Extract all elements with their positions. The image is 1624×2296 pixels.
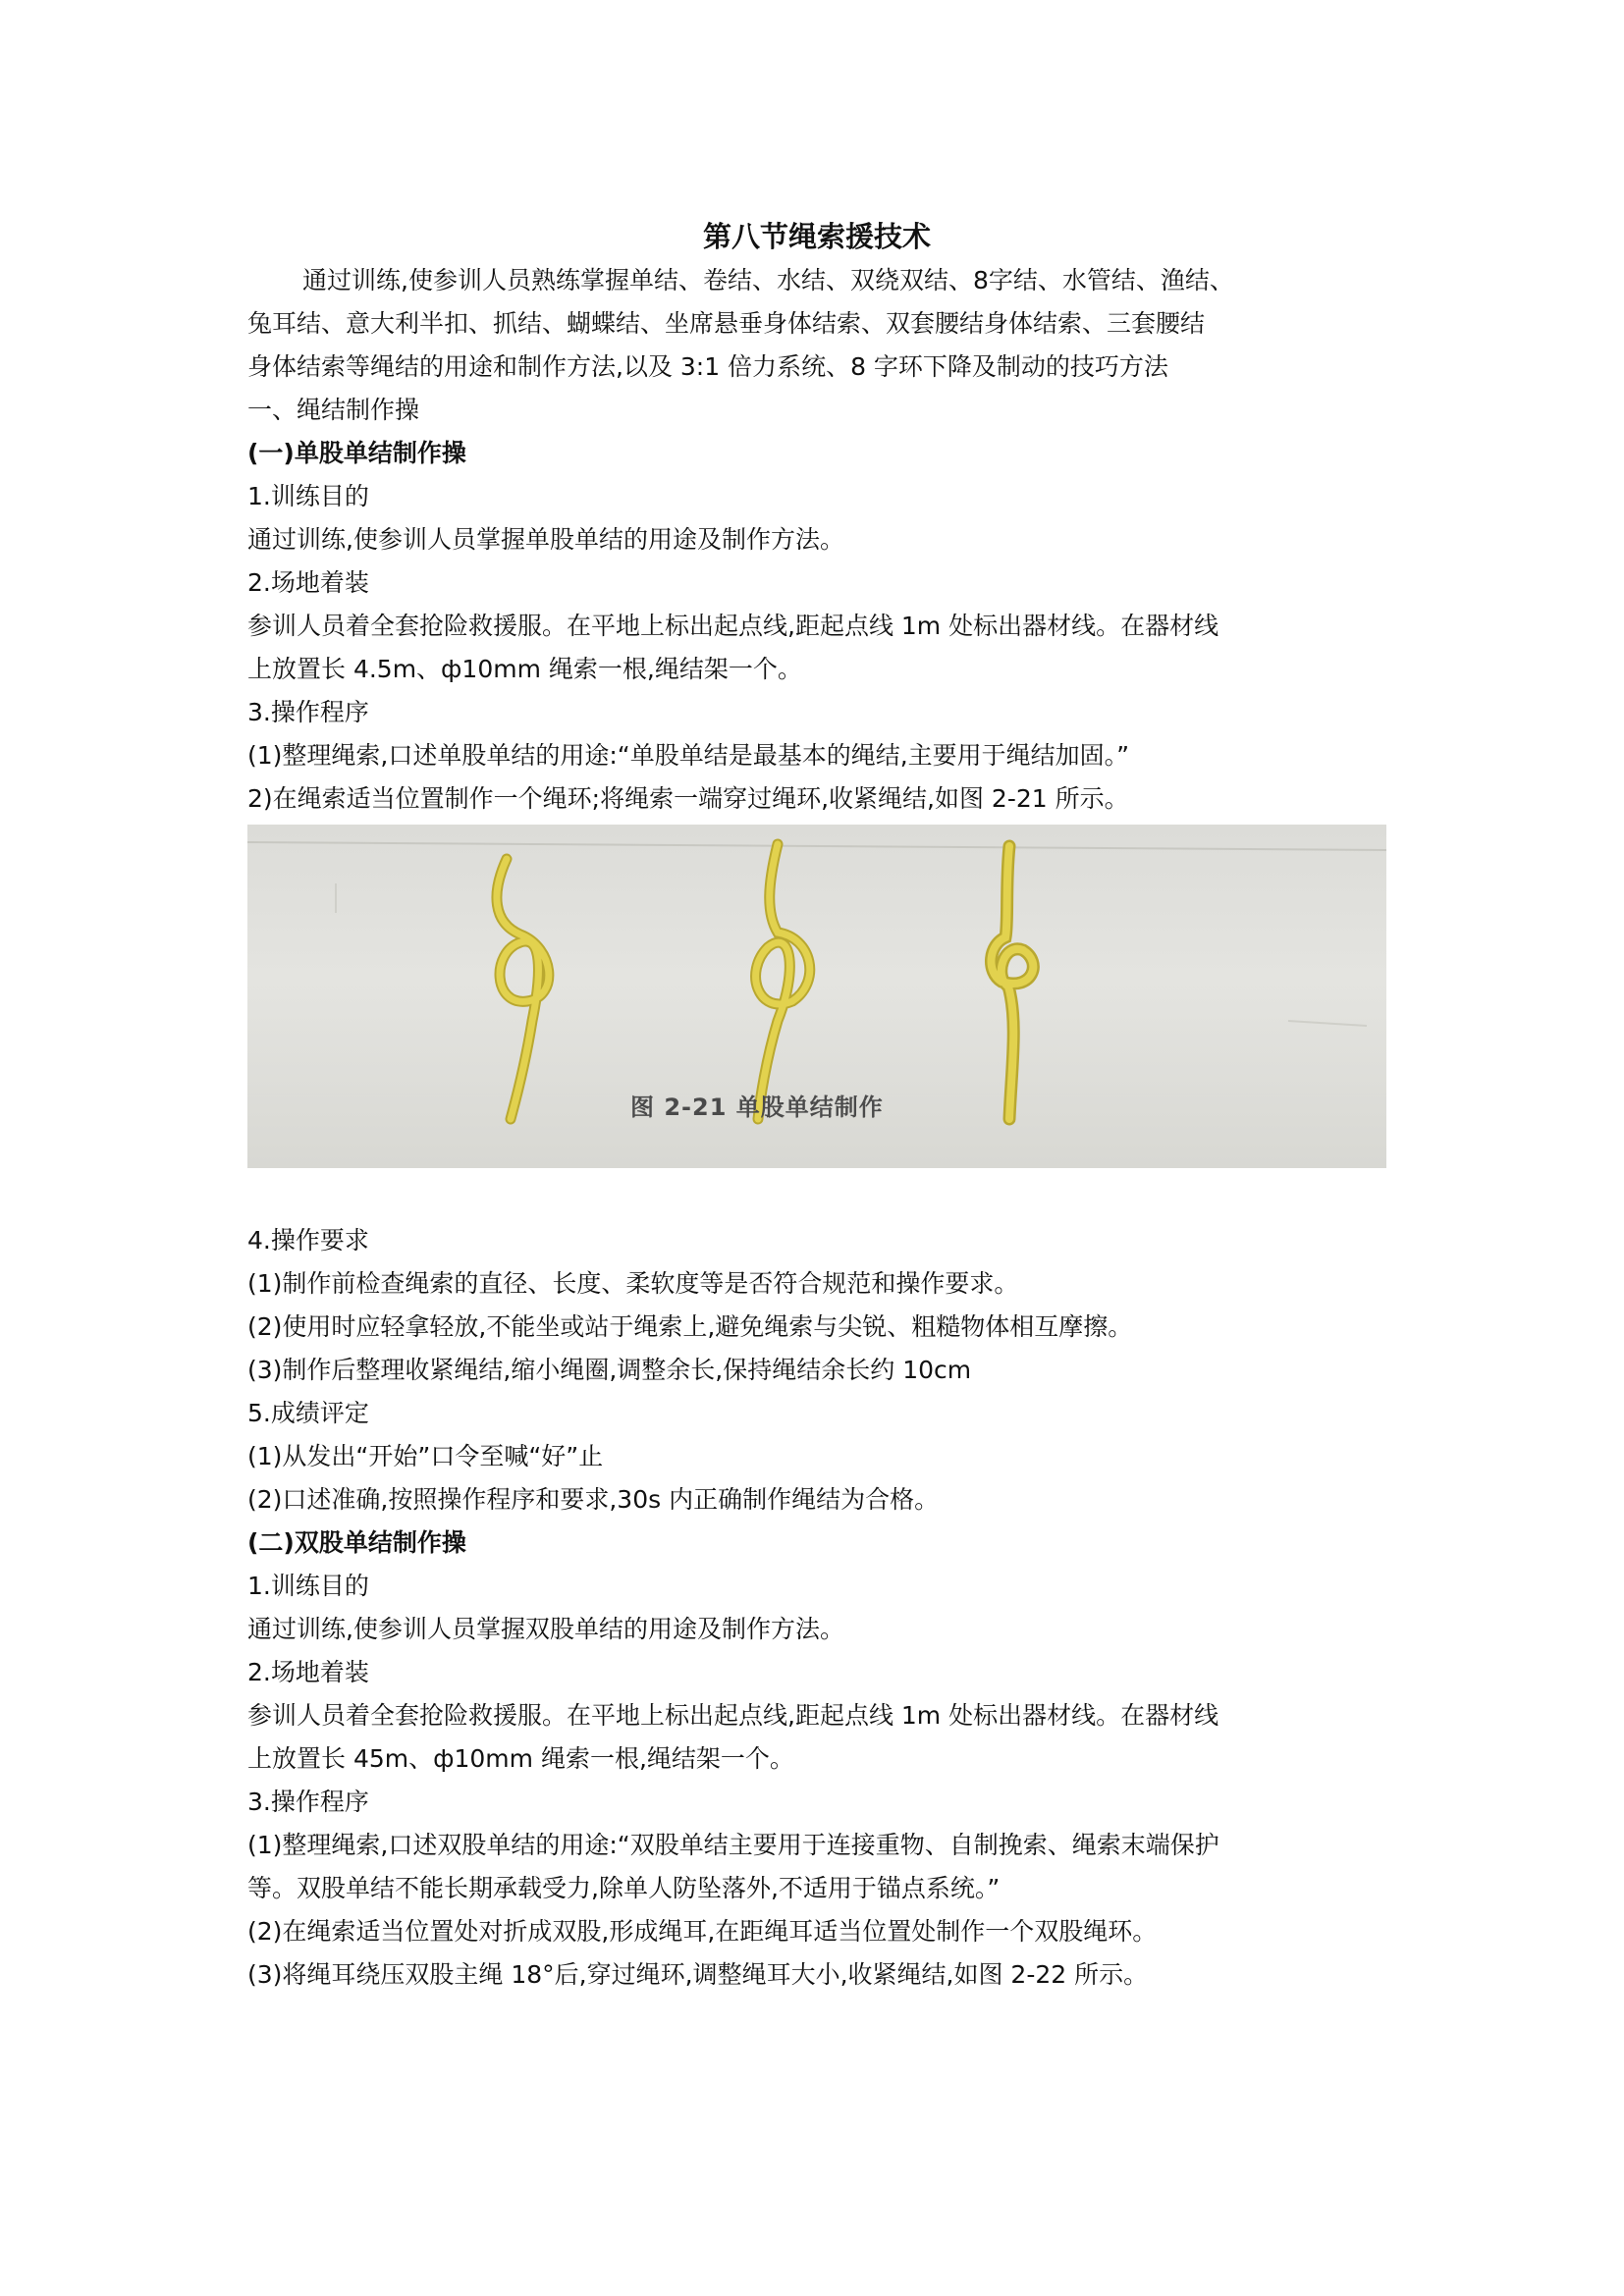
part2-venue-text-2: 上放置长 45m、ф10mm 绳索一根,绳结架一个。 <box>247 1744 794 1773</box>
part1-heading: (一)单股单结制作操 <box>247 439 466 467</box>
part2-subheading-procedure: 3.操作程序 <box>247 1788 369 1816</box>
intro-line-2: 兔耳结、意大利半扣、抓结、蝴蝶结、坐席悬垂身体结索、双套腰结身体结索、三套腰结 <box>247 309 1206 338</box>
part1-subheading-procedure: 3.操作程序 <box>247 698 369 726</box>
rope-loop-step-2 <box>756 844 810 1119</box>
part1-subheading-requirements: 4.操作要求 <box>247 1226 369 1255</box>
part2-heading: (二)双股单结制作操 <box>247 1528 466 1557</box>
intro-line-3: 身体结索等绳结的用途和制作方法,以及 3:1 倍力系统、8 字环下降及制动的技巧方法 <box>247 352 1168 381</box>
figure-caption: 图 2-21 单股单结制作 <box>630 1094 884 1121</box>
rope-loop-step-3 <box>991 846 1033 1119</box>
page-title: 第八节绳索援技术 <box>702 220 931 253</box>
intro-line-1: 通过训练,使参训人员熟练掌握单结、卷结、水结、双绕双结、8字结、水管结、渔结、 <box>302 266 1234 294</box>
part1-requirement-3: (3)制作后整理收紧绳结,缩小绳圈,调整余长,保持绳结余长约 10cm <box>247 1356 972 1384</box>
part2-subheading-venue: 2.场地着装 <box>247 1658 369 1686</box>
section-heading: 一、绳结制作操 <box>247 396 420 424</box>
document-body <box>247 214 1386 1997</box>
part2-step-3: (3)将绳耳绕压双股主绳 18°后,穿过绳环,调整绳耳大小,收紧绳结,如图 2-22 所示。 <box>247 1960 1149 1989</box>
part2-venue-text-1: 参训人员着全套抢险救援服。在平地上标出起点线,距起点线 1m 处标出器材线。在器材线 <box>247 1701 1219 1730</box>
part1-venue-text-2: 上放置长 4.5m、ф10mm 绳索一根,绳结架一个。 <box>247 655 802 683</box>
figure-2-21-photo <box>247 825 1386 1168</box>
part1-subheading-purpose: 1.训练目的 <box>247 482 369 510</box>
part2-step-1b: 等。双股单结不能长期承载受力,除单人防坠落外,不适用于锚点系统。” <box>247 1874 1001 1902</box>
part1-subheading-evaluation: 5.成绩评定 <box>247 1399 369 1427</box>
part1-requirement-1: (1)制作前检查绳索的直径、长度、柔软度等是否符合规范和操作要求。 <box>247 1269 1019 1298</box>
part2-purpose-text: 通过训练,使参训人员掌握双股单结的用途及制作方法。 <box>247 1615 844 1643</box>
part2-step-1a: (1)整理绳索,口述双股单结的用途:“双股单结主要用于连接重物、自制挽索、绳索末端保护 <box>247 1831 1219 1859</box>
part2-subheading-purpose: 1.训练目的 <box>247 1572 369 1600</box>
part1-venue-text-1: 参训人员着全套抢险救援服。在平地上标出起点线,距起点线 1m 处标出器材线。在器材线 <box>247 612 1219 640</box>
part1-requirement-2: (2)使用时应轻拿轻放,不能坐或站于绳索上,避免绳索与尖锐、粗糙物体相互摩擦。 <box>247 1312 1133 1341</box>
part1-step-1: (1)整理绳索,口述单股单结的用途:“单股单结是最基本的绳结,主要用于绳结加固。” <box>247 741 1130 770</box>
rope-loop-step-1 <box>497 859 549 1119</box>
part1-evaluation-1: (1)从发出“开始”口令至喊“好”止 <box>247 1442 604 1470</box>
part1-evaluation-2: (2)口述准确,按照操作程序和要求,30s 内正确制作绳结为合格。 <box>247 1485 940 1514</box>
part1-step-2: 2)在绳索适当位置制作一个绳环;将绳索一端穿过绳环,收紧绳结,如图 2-21 所示。 <box>247 784 1129 813</box>
part1-purpose-text: 通过训练,使参训人员掌握单股单结的用途及制作方法。 <box>247 525 844 554</box>
part2-step-2: (2)在绳索适当位置处对折成双股,形成绳耳,在距绳耳适当位置处制作一个双股绳环。 <box>247 1917 1158 1946</box>
part1-subheading-venue: 2.场地着装 <box>247 568 369 597</box>
